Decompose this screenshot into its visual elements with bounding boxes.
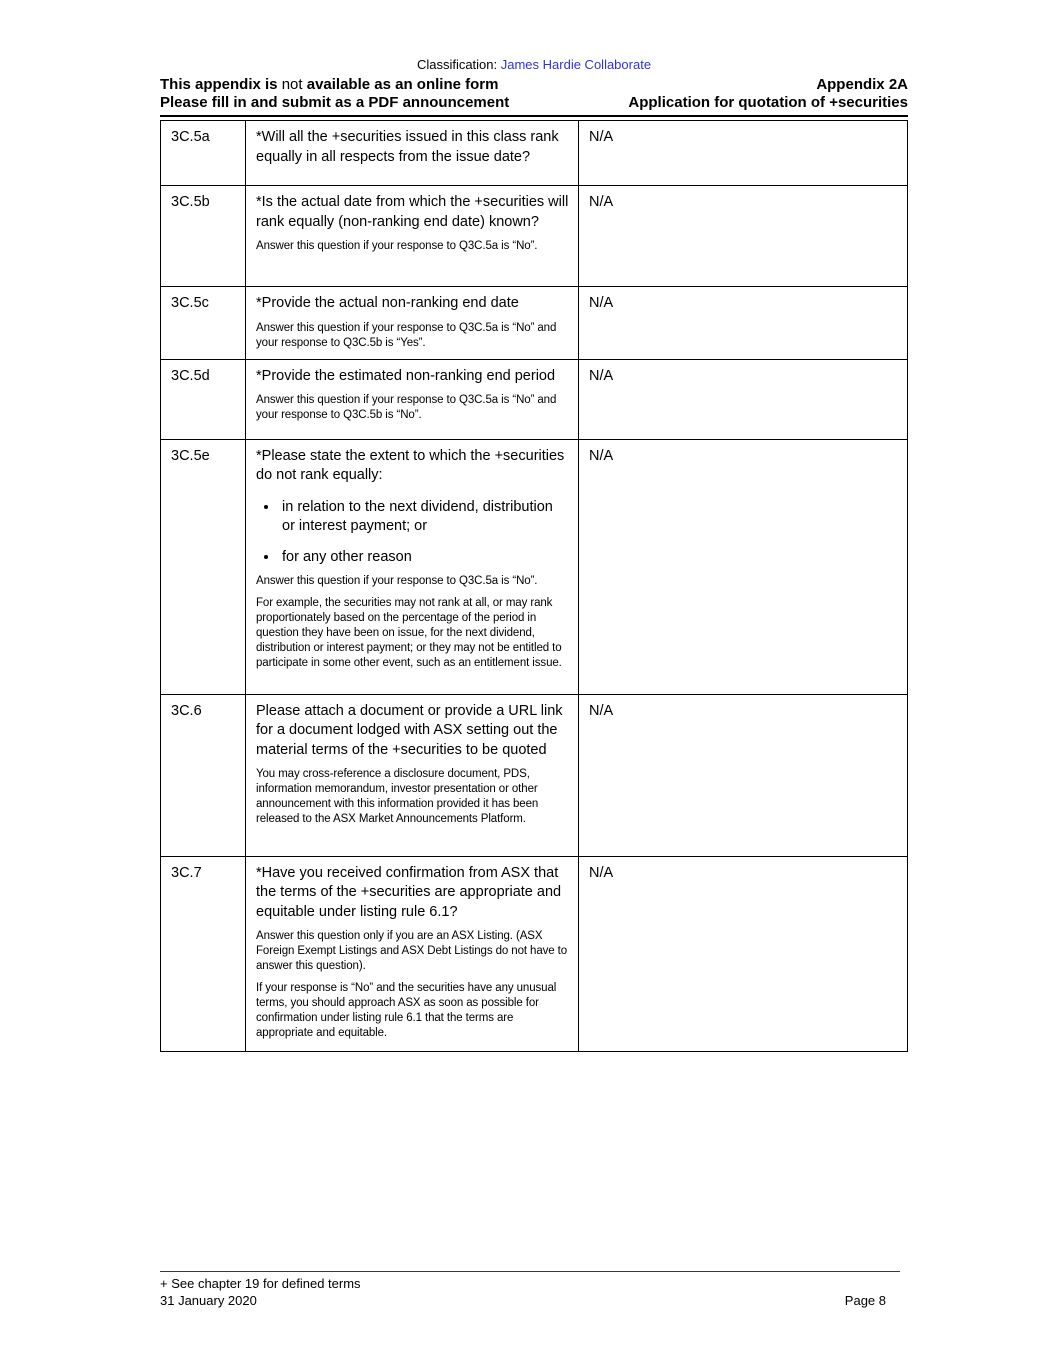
question-text: *Provide the actual non-ranking end date — [256, 295, 519, 311]
question-cell — [246, 287, 579, 360]
appendix-subtitle: Application for quotation of +securities — [628, 94, 908, 111]
question-cell — [246, 439, 579, 694]
question-cell — [246, 121, 579, 186]
question-id: 3C.5a — [161, 121, 246, 186]
document-page — [160, 0, 908, 1052]
question-text: Please attach a document or provide a URL link for a document lodged with ASX setting out the material terms of the +securities to be quoted — [256, 702, 563, 758]
question-cell — [246, 694, 579, 856]
appendix-title: Appendix 2A — [816, 76, 908, 93]
table-row — [161, 694, 908, 856]
question-id: 3C.5b — [161, 186, 246, 287]
header-left-block — [160, 76, 509, 112]
header-right-block — [628, 76, 908, 112]
table-row — [161, 186, 908, 287]
classification-value: James Hardie Collaborate — [500, 57, 652, 72]
footer-divider — [160, 1271, 900, 1272]
question-bullet-list — [256, 498, 569, 568]
header-text-segment: This appendix is — [160, 76, 282, 93]
bullet-item: • for any other reason — [279, 548, 569, 568]
question-note: You may cross-reference a disclosure document, PDS, information memorandum, investor presentation or other announcement with this information provided it has been released to the ASX Market Announcements Platform. — [256, 768, 539, 825]
question-id: 3C.5c — [161, 287, 246, 360]
question-note: Answer this question if your response to Q3C.5a is “No” and your response to Q3C.5b is “No”. — [256, 394, 557, 421]
answer-cell: N/A — [579, 694, 908, 856]
answer-cell: N/A — [579, 439, 908, 694]
classification-line — [160, 57, 908, 73]
answer-cell: N/A — [579, 121, 908, 186]
answer-cell: N/A — [579, 359, 908, 439]
classification-label: Classification: — [416, 57, 501, 72]
bullet-item: • in relation to the next dividend, distribution or interest payment; or — [279, 498, 569, 537]
question-text: *Will all the +securities issued in this class rank equally in all respects from the issue date? — [256, 129, 559, 165]
question-text: *Provide the estimated non-ranking end period — [256, 367, 556, 384]
header-text-segment: available as an online form — [302, 76, 499, 93]
table-row — [161, 121, 908, 186]
question-cell — [246, 359, 579, 439]
footer-bottom-row — [160, 1292, 900, 1309]
question-text: *Please state the extent to which the +securities do not rank equally: — [256, 447, 565, 483]
answer-cell: N/A — [579, 287, 908, 360]
question-id: 3C.5d — [161, 359, 246, 439]
table-row — [161, 287, 908, 360]
question-note: If your response is “No” and the securities have any unusual terms, you should approach ASX as soon as possible for confirmation under listing rule 6.1 that the terms are appropriate and equitable. — [256, 982, 557, 1039]
page-number: Page 8 — [844, 1293, 886, 1308]
defined-terms-note: + See chapter 19 for defined terms — [160, 1276, 361, 1291]
header-submit-pdf-line: Please fill in and submit as a PDF announcement — [160, 94, 510, 111]
table-row — [161, 439, 908, 694]
question-cell — [246, 856, 579, 1051]
answer-cell: N/A — [579, 856, 908, 1051]
question-text: *Is the actual date from which the +securities will rank equally (non-ranking end date) known? — [256, 194, 569, 230]
question-id: 3C.7 — [161, 856, 246, 1051]
table-row — [161, 359, 908, 439]
question-note: For example, the securities may not rank at all, or may rank proportionately based on the percentage of the period in question they have been on issue, for the next dividend, distribution or interest payment; or they may not be entitled to participate in some other event, such as an entitlement issue. — [256, 597, 562, 669]
page-footer — [160, 1271, 900, 1309]
table-row — [161, 856, 908, 1051]
question-note: Answer this question only if you are an ASX Listing. (ASX Foreign Exempt Listings and ASX Debt Listings do not have to answer this question). — [256, 930, 568, 972]
question-text: *Have you received confirmation from ASX that the terms of the +securities are appropriate and equitable under listing rule 6.1? — [256, 864, 562, 920]
question-id: 3C.5e — [161, 439, 246, 694]
question-cell — [246, 186, 579, 287]
question-note: Answer this question if your response to Q3C.5a is “No” and your response to Q3C.5b is “Yes”. — [256, 321, 557, 349]
answer-cell: N/A — [579, 186, 908, 287]
header-text-not: not — [281, 76, 303, 93]
question-note: Answer this question if your response to Q3C.5a is “No”. — [256, 240, 538, 252]
questions-table — [160, 120, 908, 1052]
header-online-form-line — [160, 76, 509, 94]
question-note: Answer this question if your response to Q3C.5a is “No”. — [256, 575, 538, 587]
footer-date: 31 January 2020 — [160, 1293, 257, 1308]
question-id: 3C.6 — [161, 694, 246, 856]
page-header — [160, 76, 908, 117]
